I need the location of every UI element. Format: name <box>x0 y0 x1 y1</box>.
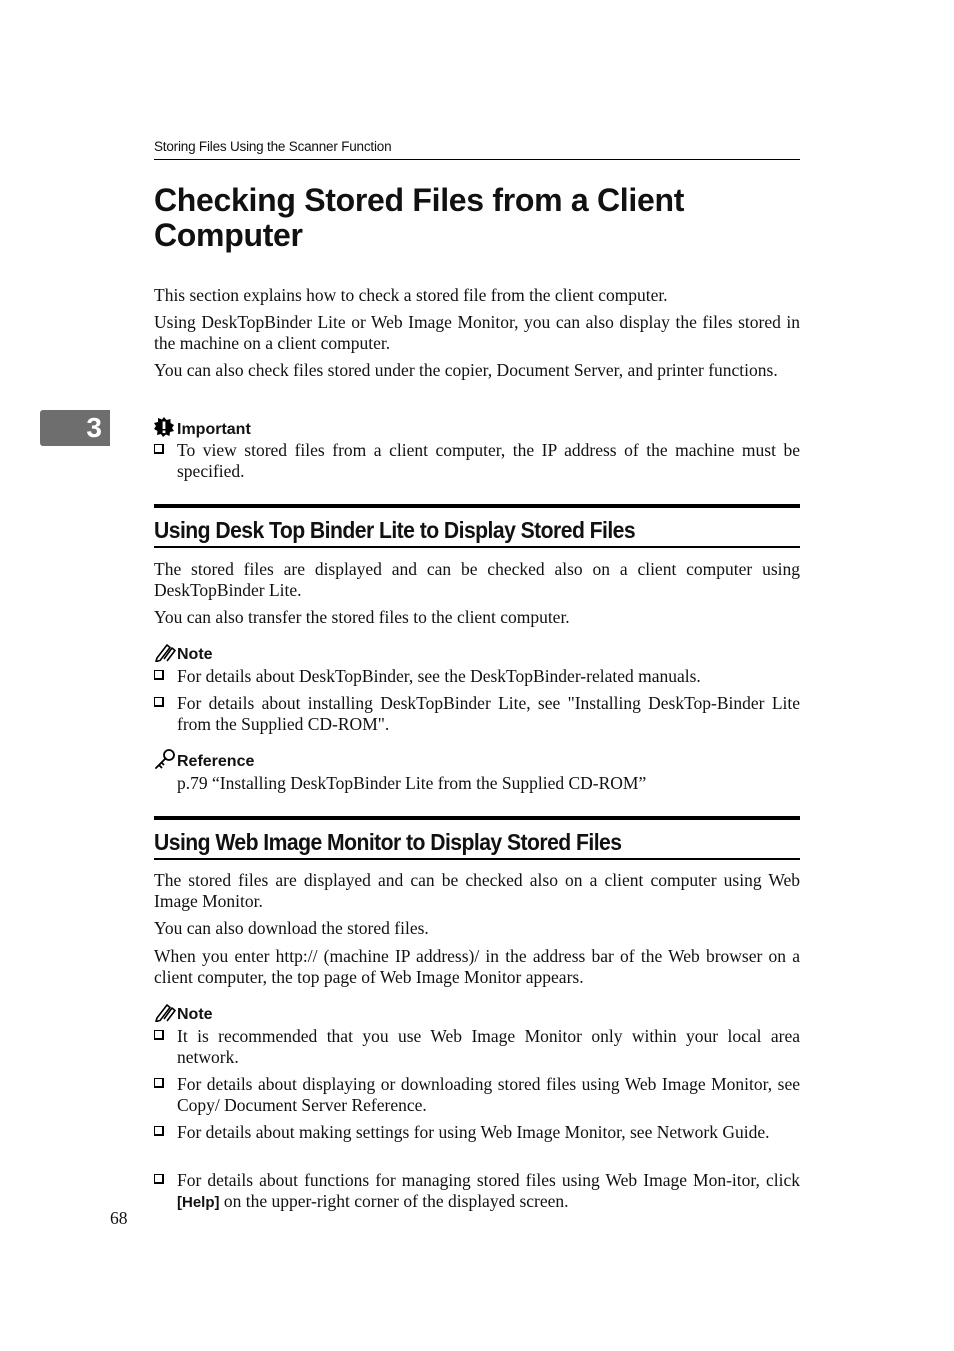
note-item-text <box>177 1170 800 1213</box>
note-text: Note <box>177 646 213 663</box>
checkbox-icon <box>154 697 164 707</box>
key-icon <box>154 749 177 775</box>
note-item-text: It is recommended that you use Web Image Monitor only within your local area network. <box>177 1026 800 1067</box>
help-key-label: [Help] <box>177 1194 220 1211</box>
checkbox-icon <box>154 670 164 680</box>
section-heading-desktopbinder <box>154 504 800 548</box>
page-title <box>154 183 800 253</box>
important-text: Important <box>177 421 251 438</box>
reference-label <box>154 749 254 775</box>
section-heading-text: Using Desk Top Binder Lite to Display Stored Files <box>154 517 636 543</box>
section2-note-1 <box>154 1026 800 1070</box>
checkbox-icon <box>154 1030 164 1040</box>
section1-paragraph-2: You can also transfer the stored files to the client computer. <box>154 607 570 627</box>
note-item-text: For details about making settings for using Web Image Monitor, see Network Guide. <box>177 1122 770 1142</box>
note-text-after: on the upper-right corner of the displayed screen. <box>219 1191 569 1211</box>
pencil-icon <box>154 1002 177 1028</box>
note-item-text: For details about displaying or downloading stored files using Web Image Monitor, see Copy/ Document Server Reference. <box>177 1074 800 1115</box>
section2-paragraph-3: When you enter http:// (machine IP address)/ in the address bar of the Web browser on a client computer, the top page of Web Image Monitor appears. <box>154 946 800 987</box>
section2-paragraph-1: The stored files are displayed and can be checked also on a client computer using Web Image Monitor. <box>154 870 800 911</box>
checkbox-icon <box>154 1174 164 1184</box>
section-heading-web-image-monitor <box>154 816 800 860</box>
page-title-line-1: Checking Stored Files from a Client <box>154 182 685 218</box>
section1-note-2 <box>154 693 800 737</box>
section2-note-3 <box>154 1122 800 1166</box>
section2-note-4 <box>154 1170 800 1214</box>
checkbox-icon <box>154 1126 164 1136</box>
running-header: Storing Files Using the Scanner Function <box>154 139 800 160</box>
important-item-text: To view stored files from a client computer, the IP address of the machine must be specified. <box>177 440 800 481</box>
note-text: Note <box>177 1006 213 1023</box>
section2-note-2 <box>154 1074 800 1118</box>
note-text-before: For details about functions for managing stored files using Web Image Mon-itor, click <box>177 1170 800 1190</box>
note-label <box>154 1002 213 1028</box>
important-item-1 <box>154 440 800 484</box>
checkbox-icon <box>154 444 164 454</box>
checkbox-icon <box>154 1078 164 1088</box>
page-title-line-2: Computer <box>154 217 303 253</box>
pencil-icon <box>154 642 177 668</box>
section1-paragraph-1: The stored files are displayed and can be checked also on a client computer using DeskTopBinder Lite. <box>154 559 800 600</box>
chapter-tab: 3 <box>40 410 110 446</box>
reference-link[interactable]: p.79 “Installing DeskTopBinder Lite from the Supplied CD-ROM” <box>177 773 647 793</box>
note-item-text: For details about installing DeskTopBinder Lite, see "Installing DeskTop-Binder Lite from the Supplied CD-ROM". <box>177 693 800 734</box>
reference-text: Reference <box>177 753 255 770</box>
section1-note-1 <box>154 666 800 688</box>
intro-paragraph-1: This section explains how to check a stored file from the client computer. <box>154 285 668 305</box>
page-number: 68 <box>110 1208 128 1228</box>
intro-paragraph-2: Using DeskTopBinder Lite or Web Image Monitor, you can also display the files stored in the machine on a client computer. <box>154 312 800 353</box>
note-item-text: For details about DeskTopBinder, see the DeskTopBinder-related manuals. <box>177 666 701 686</box>
section-heading-text: Using Web Image Monitor to Display Stored Files <box>154 829 622 855</box>
section2-paragraph-2: You can also download the stored files. <box>154 918 429 938</box>
note-label <box>154 642 213 668</box>
intro-paragraph-3: You can also check files stored under the copier, Document Server, and printer functions. <box>154 360 778 380</box>
